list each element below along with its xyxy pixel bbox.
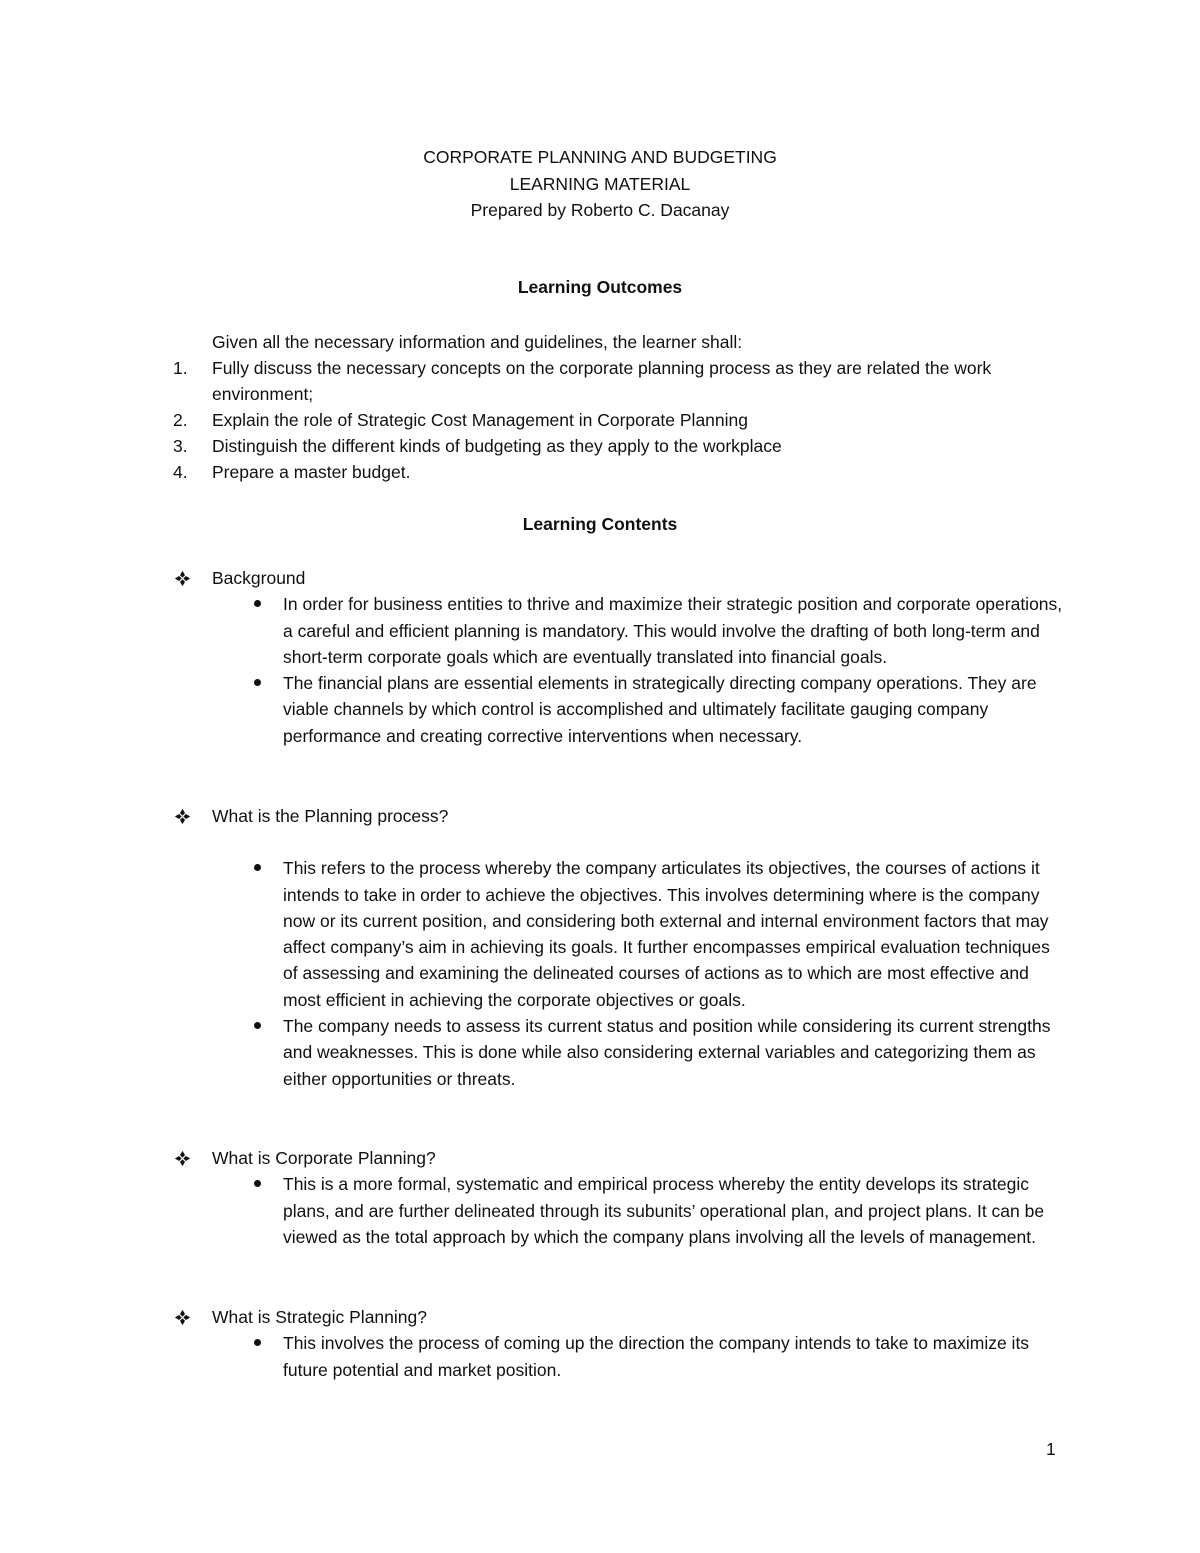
bullet-dot-icon	[254, 600, 261, 607]
outcome-text: Prepare a master budget.	[212, 462, 411, 482]
diamond-bullet-icon	[174, 1309, 191, 1326]
bullet-item	[0, 1013, 1063, 1092]
diamond-bullet-icon	[174, 808, 191, 825]
bullet-item	[0, 1171, 1063, 1250]
outcome-text: Explain the role of Strategic Cost Management in Corporate Planning	[212, 410, 748, 430]
bullet-dot-icon	[254, 1180, 261, 1187]
outcomes-intro: Given all the necessary information and guidelines, the learner shall:	[212, 332, 743, 352]
section-title: What is the Planning process?	[212, 806, 449, 826]
section-planning-process	[0, 803, 1200, 1092]
bullet-dot-icon	[254, 679, 261, 686]
bullet-list	[0, 1330, 1200, 1383]
section-title: What is Corporate Planning?	[212, 1148, 436, 1168]
bullet-text: This involves the process of coming up the direction the company intends to take to maximize its future potential and market position.	[283, 1333, 1030, 1380]
bullet-list	[0, 855, 1200, 1092]
page-number: 1	[1046, 1439, 1056, 1459]
bullet-dot-icon	[254, 1022, 261, 1029]
title-block	[0, 144, 1200, 224]
bullet-text: This refers to the process whereby the company articulates its objectives, the courses of actions it intends to take in order to achieve the objectives. This involves determining where is the company now or its current position, and considering both external and internal environment factors that may affect company’s aim in achieving its goals. It further encompasses empirical evaluation techniques of assessing and examining the delineated courses of actions as to which are most effective and most efficient in achieving the corporate objectives or goals.	[283, 858, 1050, 1010]
document-title: CORPORATE PLANNING AND BUDGETING	[423, 147, 777, 167]
bullet-dot-icon	[254, 864, 261, 871]
bullet-item	[0, 670, 1063, 749]
bullet-item	[0, 591, 1063, 670]
section-title: Background	[212, 568, 306, 588]
outcome-text: Fully discuss the necessary concepts on the corporate planning process as they are related the work environment;	[212, 358, 992, 404]
bullet-item	[0, 1330, 1063, 1383]
outcome-number: 1.	[173, 358, 188, 378]
section-strategic-planning	[0, 1304, 1200, 1383]
section-heading	[0, 1145, 1200, 1171]
document-author: Prepared by Roberto C. Dacanay	[470, 200, 730, 220]
bullet-text: The financial plans are essential elements in strategically directing company operations. They are viable channels by which control is accomplished and ultimately facilitate gauging company performance and creating corrective interventions when necessary.	[283, 673, 1037, 746]
outcome-number: 2.	[173, 410, 188, 430]
outcome-text: Distinguish the different kinds of budgeting as they apply to the workplace	[212, 436, 782, 456]
bullet-text: In order for business entities to thrive and maximize their strategic position and corporate operations, a careful and efficient planning is mandatory. This would involve the drafting of both long-term and short-term corporate goals which are eventually translated into financial goals.	[283, 594, 1063, 667]
learning-outcomes-heading: Learning Outcomes	[517, 277, 683, 297]
bullet-dot-icon	[254, 1339, 261, 1346]
section-heading	[0, 565, 1200, 591]
outcome-item	[0, 407, 1052, 433]
document-subtitle: LEARNING MATERIAL	[509, 173, 691, 194]
section-heading	[0, 803, 1200, 829]
bullet-list	[0, 591, 1200, 749]
section-title: What is Strategic Planning?	[212, 1307, 427, 1327]
learning-contents-heading: Learning Contents	[522, 514, 678, 534]
outcome-item	[0, 355, 1052, 407]
section-background	[0, 565, 1200, 749]
diamond-bullet-icon	[174, 570, 191, 587]
bullet-list	[0, 1171, 1200, 1250]
outcome-number: 3.	[173, 436, 188, 456]
bullet-text: The company needs to assess its current status and position while considering its current strengths and weaknesses. This is done while also considering external variables and categorizing them as either opportunities or threats.	[283, 1016, 1051, 1089]
bullet-text: This is a more formal, systematic and empirical process whereby the entity develops its strategic plans, and are further delineated through its subunits’ operational plan, and project plans. It can be viewed as the total approach by which the company plans involving all the levels of management.	[283, 1174, 1045, 1247]
outcome-item	[0, 459, 1052, 485]
outcomes-list	[0, 355, 1200, 485]
outcome-item	[0, 433, 1052, 459]
section-heading	[0, 1304, 1200, 1330]
outcome-number: 4.	[173, 462, 188, 482]
bullet-item	[0, 855, 1063, 1013]
diamond-bullet-icon	[174, 1150, 191, 1167]
section-corporate-planning	[0, 1145, 1200, 1250]
